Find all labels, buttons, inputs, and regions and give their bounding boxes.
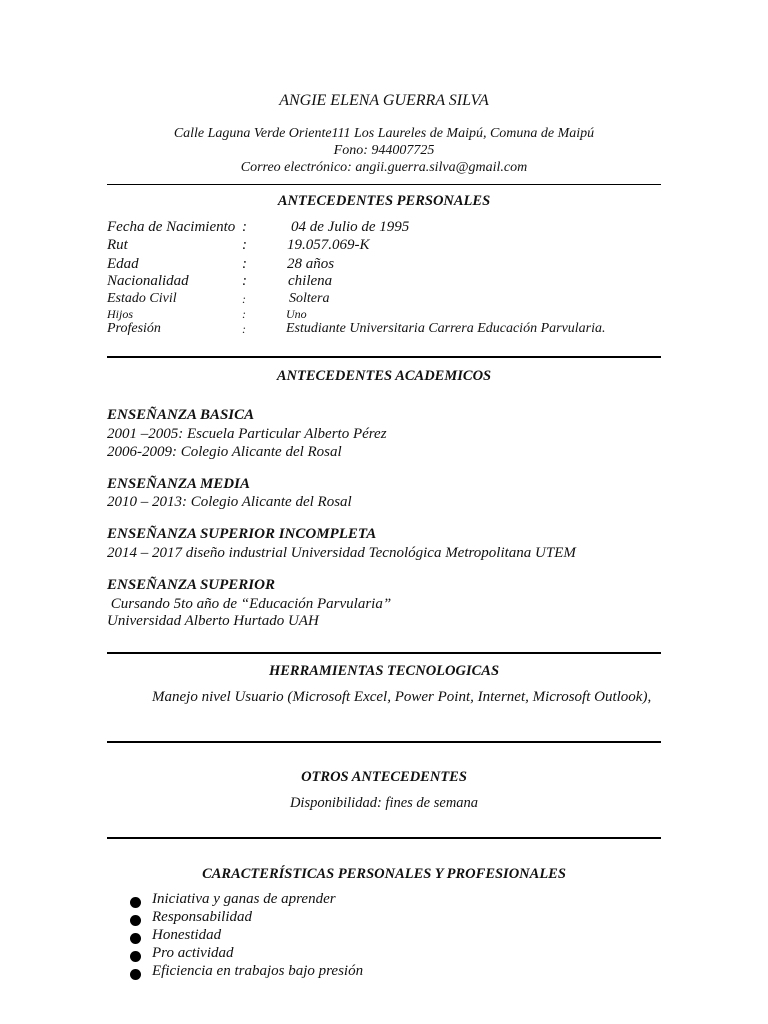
divider: [107, 356, 661, 358]
trait-item: Honestidad: [152, 927, 222, 943]
education-line: Universidad Alberto Hurtado UAH: [107, 613, 319, 629]
trait-item: Pro actividad: [152, 945, 234, 961]
subsection-title: ENSEÑANZA SUPERIOR INCOMPLETA: [107, 526, 377, 542]
candidate-name: ANGIE ELENA GUERRA SILVA: [279, 92, 489, 109]
personal-value: 28 años: [287, 256, 335, 272]
personal-colon: :: [242, 237, 247, 253]
personal-value: 04 de Julio de 1995: [291, 219, 410, 235]
personal-value: chilena: [288, 273, 333, 289]
personal-label: Edad: [107, 256, 139, 272]
subsection-title: ENSEÑANZA MEDIA: [107, 476, 250, 492]
tools-text: Manejo nivel Usuario (Microsoft Excel, Power Point, Internet, Microsoft Outlook),: [152, 689, 652, 705]
personal-colon: :: [242, 292, 246, 306]
section-title-tools: HERRAMIENTAS TECNOLOGICAS: [268, 663, 500, 679]
personal-label: Fecha de Nacimiento: [107, 219, 236, 235]
section-title-other: OTROS ANTECEDENTES: [301, 769, 467, 785]
personal-colon: :: [242, 219, 247, 235]
divider: [107, 652, 661, 654]
personal-colon: :: [242, 256, 247, 272]
divider: [107, 837, 661, 839]
email-line: Correo electrónico: angii.guerra.silva@gmail.com: [240, 160, 528, 175]
bullet-icon: [130, 933, 141, 944]
personal-colon: :: [242, 307, 246, 321]
personal-label: Estado Civil: [107, 291, 177, 306]
availability-text: Disponibilidad: fines de semana: [289, 795, 479, 811]
divider: [107, 184, 661, 185]
education-line: 2006-2009: Colegio Alicante del Rosal: [107, 444, 342, 460]
address-line: Calle Laguna Verde Oriente111 Los Laureles de Maipú, Comuna de Maipú: [173, 126, 595, 141]
personal-colon: :: [242, 322, 246, 336]
personal-label: Hijos: [107, 307, 134, 321]
personal-value: Soltera: [289, 291, 330, 306]
education-line: 2001 –2005: Escuela Particular Alberto Pérez: [107, 426, 387, 442]
section-title-academic: ANTECEDENTES ACADEMICOS: [276, 368, 492, 384]
personal-label: Nacionalidad: [107, 273, 189, 289]
trait-item: Responsabilidad: [152, 909, 252, 925]
personal-value: 19.057.069-K: [287, 237, 370, 253]
bullet-icon: [130, 969, 141, 980]
personal-value: Estudiante Universitaria Carrera Educación Parvularia.: [286, 321, 606, 336]
personal-value: Uno: [286, 307, 307, 321]
personal-label: Rut: [107, 237, 128, 253]
personal-colon: :: [242, 273, 247, 289]
education-line: 2010 – 2013: Colegio Alicante del Rosal: [107, 494, 352, 510]
section-title-traits: CARACTERÍSTICAS PERSONALES Y PROFESIONALES: [202, 866, 566, 882]
divider: [107, 741, 661, 743]
education-line: 2014 – 2017 diseño industrial Universidad Tecnológica Metropolitana UTEM: [107, 545, 576, 561]
subsection-title: ENSEÑANZA BASICA: [107, 407, 255, 423]
subsection-title: ENSEÑANZA SUPERIOR: [107, 577, 275, 593]
bullet-icon: [130, 951, 141, 962]
trait-item: Iniciativa y ganas de aprender: [152, 891, 336, 907]
personal-label: Profesión: [107, 321, 161, 336]
bullet-icon: [130, 915, 141, 926]
section-title-personal: ANTECEDENTES PERSONALES: [277, 193, 491, 209]
phone-line: Fono: 944007725: [333, 143, 435, 158]
education-line: Cursando 5to año de “Educación Parvularia”: [107, 596, 392, 612]
trait-item: Eficiencia en trabajos bajo presión: [152, 963, 364, 979]
bullet-icon: [130, 897, 141, 908]
